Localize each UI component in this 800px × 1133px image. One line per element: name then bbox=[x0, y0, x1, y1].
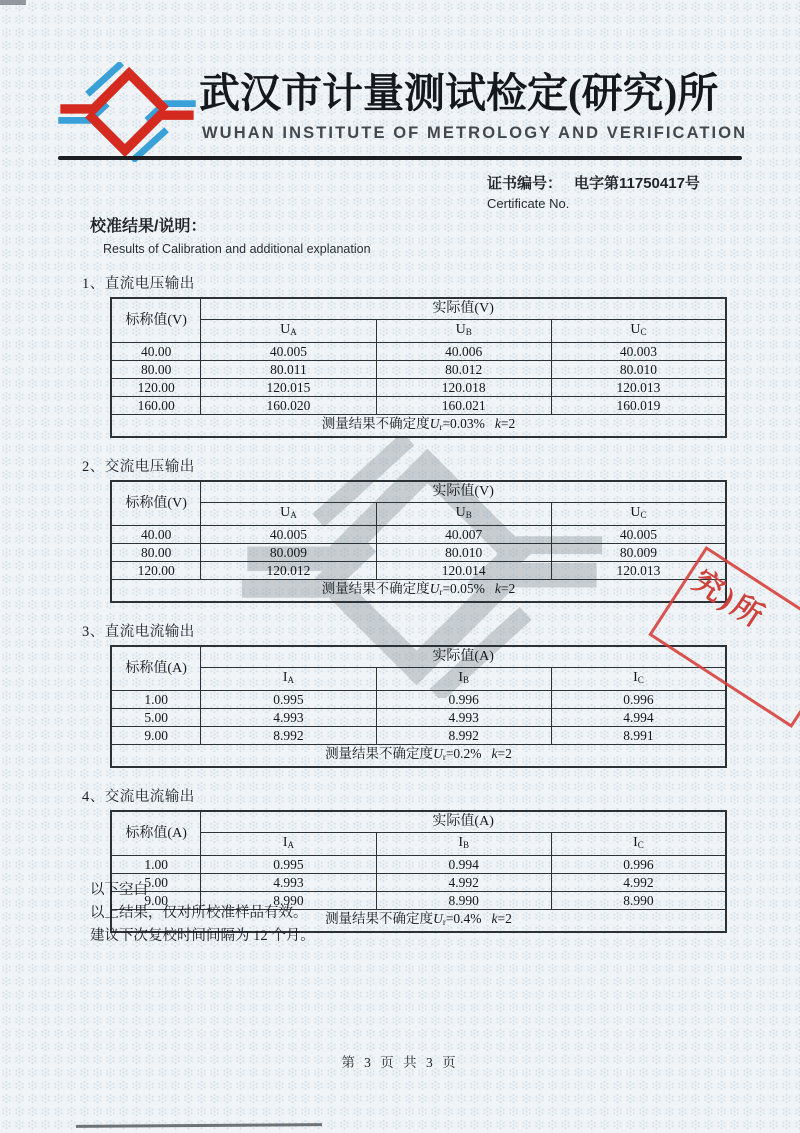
table-row bbox=[111, 709, 726, 727]
scan-artifact-top bbox=[0, 0, 26, 5]
nominal-header-cell: 标称值(V) bbox=[111, 481, 201, 526]
certificate-number-label: 证书编号： bbox=[487, 175, 563, 192]
value-cell: 40.00 bbox=[111, 526, 201, 544]
value-cell: 120.013 bbox=[551, 562, 726, 580]
uncertainty-value: =0.4% bbox=[445, 911, 482, 926]
uncertainty-cell: 测量结果不确定度$U_r=0.2\%$ k=2 bbox=[111, 745, 726, 768]
value-cell: 120.00 bbox=[111, 379, 201, 397]
phase-symbol: I bbox=[633, 670, 638, 685]
phase-header-cell: $U_B$ bbox=[376, 503, 551, 526]
results-section-heading bbox=[90, 213, 371, 256]
certificate-number-value: 电字第11750417号 bbox=[574, 175, 700, 192]
phase-header-cell: $U_A$ bbox=[201, 320, 376, 343]
institute-logo-icon bbox=[58, 62, 196, 162]
institute-title-cn: 武汉市计量测试检定(研究)所 bbox=[199, 70, 719, 116]
value-cell: 160.020 bbox=[201, 397, 376, 415]
uncertainty-cell: 测量结果不确定度$U_r=0.03\%$ k=2 bbox=[111, 415, 726, 438]
uncertainty-cell: 测量结果不确定度$U_r=0.05\%$ k=2 bbox=[111, 580, 726, 603]
value-cell: 8.990 bbox=[551, 892, 726, 910]
uncertainty-prefix: 测量结果不确定度 bbox=[325, 911, 434, 926]
value-cell: 120.018 bbox=[376, 379, 551, 397]
value-cell: 120.013 bbox=[551, 379, 726, 397]
uncertainty-prefix: 测量结果不确定度 bbox=[321, 416, 430, 431]
value-cell: 5.00 bbox=[111, 709, 201, 727]
table-row bbox=[111, 526, 726, 544]
value-cell: 80.00 bbox=[111, 544, 201, 562]
table-row bbox=[111, 562, 726, 580]
value-cell: 4.994 bbox=[551, 709, 726, 727]
table-caption: 1、直流电压输出 bbox=[82, 276, 195, 292]
header-rule bbox=[58, 156, 742, 160]
value-cell: 40.005 bbox=[551, 526, 726, 544]
phase-header-cell: $I_C$ bbox=[551, 833, 726, 856]
value-cell: 80.009 bbox=[551, 544, 726, 562]
value-cell: 8.992 bbox=[376, 727, 551, 745]
phase-symbol: I bbox=[282, 670, 288, 685]
phase-header-cell: $U_C$ bbox=[551, 503, 726, 526]
phase-header-cell: $U_C$ bbox=[551, 320, 726, 343]
calibration-table bbox=[110, 480, 727, 603]
value-cell: 120.015 bbox=[201, 379, 376, 397]
value-cell: 160.019 bbox=[551, 397, 726, 415]
note-line: 以上结果，仅对所校准样品有效。 bbox=[90, 905, 308, 921]
results-heading-cn: 校准结果/说明： bbox=[90, 218, 207, 235]
phase-header-cell: $I_C$ bbox=[551, 668, 726, 691]
coverage-factor-value: =2 bbox=[500, 581, 516, 596]
calibration-table-block bbox=[82, 272, 742, 438]
uncertainty-prefix: 测量结果不确定度 bbox=[321, 581, 430, 596]
value-cell: 0.994 bbox=[376, 856, 551, 874]
page-number: 第 3 页 共 3 页 bbox=[341, 1055, 459, 1070]
value-cell: 40.00 bbox=[111, 343, 201, 361]
phase-header-cell: $U_B$ bbox=[376, 320, 551, 343]
value-cell: 120.014 bbox=[376, 562, 551, 580]
value-cell: 4.993 bbox=[201, 709, 376, 727]
value-cell: 1.00 bbox=[111, 691, 201, 709]
value-cell: 0.996 bbox=[551, 691, 726, 709]
value-cell: 4.993 bbox=[201, 874, 376, 892]
value-cell: 1.00 bbox=[111, 856, 201, 874]
phase-symbol: U bbox=[630, 505, 641, 520]
table-row bbox=[111, 361, 726, 379]
uncertainty-value: =0.05% bbox=[442, 581, 485, 596]
value-cell: 120.00 bbox=[111, 562, 201, 580]
value-cell: 40.003 bbox=[551, 343, 726, 361]
value-cell: 9.00 bbox=[111, 892, 201, 910]
coverage-factor-value: =2 bbox=[497, 911, 512, 926]
note-line: 以下空白 bbox=[90, 882, 148, 898]
table-row bbox=[111, 727, 726, 745]
value-cell: 80.012 bbox=[376, 361, 551, 379]
institute-title-en: WUHAN INSTITUTE OF METROLOGY AND VERIFICATION bbox=[202, 124, 748, 142]
value-cell: 4.992 bbox=[551, 874, 726, 892]
value-cell: 5.00 bbox=[111, 874, 201, 892]
table-row bbox=[111, 544, 726, 562]
table-row bbox=[111, 397, 726, 415]
uncertainty-prefix: 测量结果不确定度 bbox=[325, 746, 434, 761]
coverage-factor-value: =2 bbox=[497, 746, 512, 761]
phase-symbol: U bbox=[455, 322, 466, 337]
phase-header-cell: $I_B$ bbox=[376, 668, 551, 691]
value-cell: 120.012 bbox=[201, 562, 376, 580]
value-cell: 8.990 bbox=[376, 892, 551, 910]
value-cell: 0.996 bbox=[376, 691, 551, 709]
uncertainty-value: =0.03% bbox=[442, 416, 485, 431]
phase-symbol: I bbox=[458, 835, 463, 850]
nominal-header-cell: 标称值(V) bbox=[111, 298, 201, 343]
value-cell: 40.005 bbox=[201, 526, 376, 544]
value-cell: 40.005 bbox=[201, 343, 376, 361]
actual-header-cell: 实际值(V) bbox=[201, 481, 726, 503]
value-cell: 0.995 bbox=[201, 691, 376, 709]
table-row bbox=[111, 379, 726, 397]
value-cell: 0.996 bbox=[551, 856, 726, 874]
value-cell: 40.006 bbox=[376, 343, 551, 361]
table-row bbox=[111, 856, 726, 874]
table-row bbox=[111, 691, 726, 709]
closing-notes bbox=[90, 879, 315, 948]
value-cell: 4.992 bbox=[376, 874, 551, 892]
phase-header-cell: $I_A$ bbox=[201, 833, 376, 856]
phase-symbol: U bbox=[455, 505, 466, 520]
uncertainty-value: =0.2% bbox=[445, 746, 482, 761]
value-cell: 80.010 bbox=[376, 544, 551, 562]
value-cell: 9.00 bbox=[111, 727, 201, 745]
value-cell: 80.009 bbox=[201, 544, 376, 562]
phase-symbol: U bbox=[280, 322, 291, 337]
red-seal-stamp-text: 究)所 bbox=[686, 564, 772, 636]
uncertainty-cell: 测量结果不确定度$U_r=0.4\%$ k=2 bbox=[111, 910, 726, 933]
value-cell: 0.995 bbox=[201, 856, 376, 874]
value-cell: 80.010 bbox=[551, 361, 726, 379]
value-cell: 80.011 bbox=[201, 361, 376, 379]
value-cell: 4.993 bbox=[376, 709, 551, 727]
phase-symbol: I bbox=[633, 835, 638, 850]
phase-symbol: I bbox=[458, 670, 463, 685]
value-cell: 160.021 bbox=[376, 397, 551, 415]
calibration-table-block bbox=[82, 455, 742, 603]
calibration-table-block bbox=[82, 620, 742, 768]
value-cell: 8.991 bbox=[551, 727, 726, 745]
results-heading-en: Results of Calibration and additional explanation bbox=[103, 242, 371, 256]
table-row bbox=[111, 343, 726, 361]
certificate-number-block bbox=[487, 172, 700, 211]
actual-header-cell: 实际值(A) bbox=[201, 646, 726, 668]
phase-symbol: I bbox=[282, 835, 288, 850]
phase-header-cell: $I_B$ bbox=[376, 833, 551, 856]
calibration-tables-area bbox=[82, 272, 742, 950]
calibration-table bbox=[110, 297, 727, 438]
phase-symbol: U bbox=[280, 505, 291, 520]
coverage-factor-value: =2 bbox=[500, 416, 516, 431]
actual-header-cell: 实际值(A) bbox=[201, 811, 726, 833]
table-caption: 3、直流电流输出 bbox=[82, 624, 195, 640]
value-cell: 8.992 bbox=[201, 727, 376, 745]
value-cell: 40.007 bbox=[376, 526, 551, 544]
value-cell: 80.00 bbox=[111, 361, 201, 379]
phase-header-cell: $U_A$ bbox=[201, 503, 376, 526]
phase-symbol: U bbox=[630, 322, 641, 337]
note-line: 建议下次复校时间间隔为 12 个月。 bbox=[90, 928, 315, 944]
phase-header-cell: $I_A$ bbox=[201, 668, 376, 691]
nominal-header-cell: 标称值(A) bbox=[111, 811, 201, 856]
actual-header-cell: 实际值(V) bbox=[201, 298, 726, 320]
calibration-table bbox=[110, 645, 727, 768]
nominal-header-cell: 标称值(A) bbox=[111, 646, 201, 691]
value-cell: 160.00 bbox=[111, 397, 201, 415]
value-cell: 8.990 bbox=[201, 892, 376, 910]
table-caption: 2、交流电压输出 bbox=[82, 459, 195, 475]
certificate-number-label-en: Certificate No. bbox=[487, 196, 570, 211]
table-caption: 4、交流电流输出 bbox=[82, 789, 195, 805]
